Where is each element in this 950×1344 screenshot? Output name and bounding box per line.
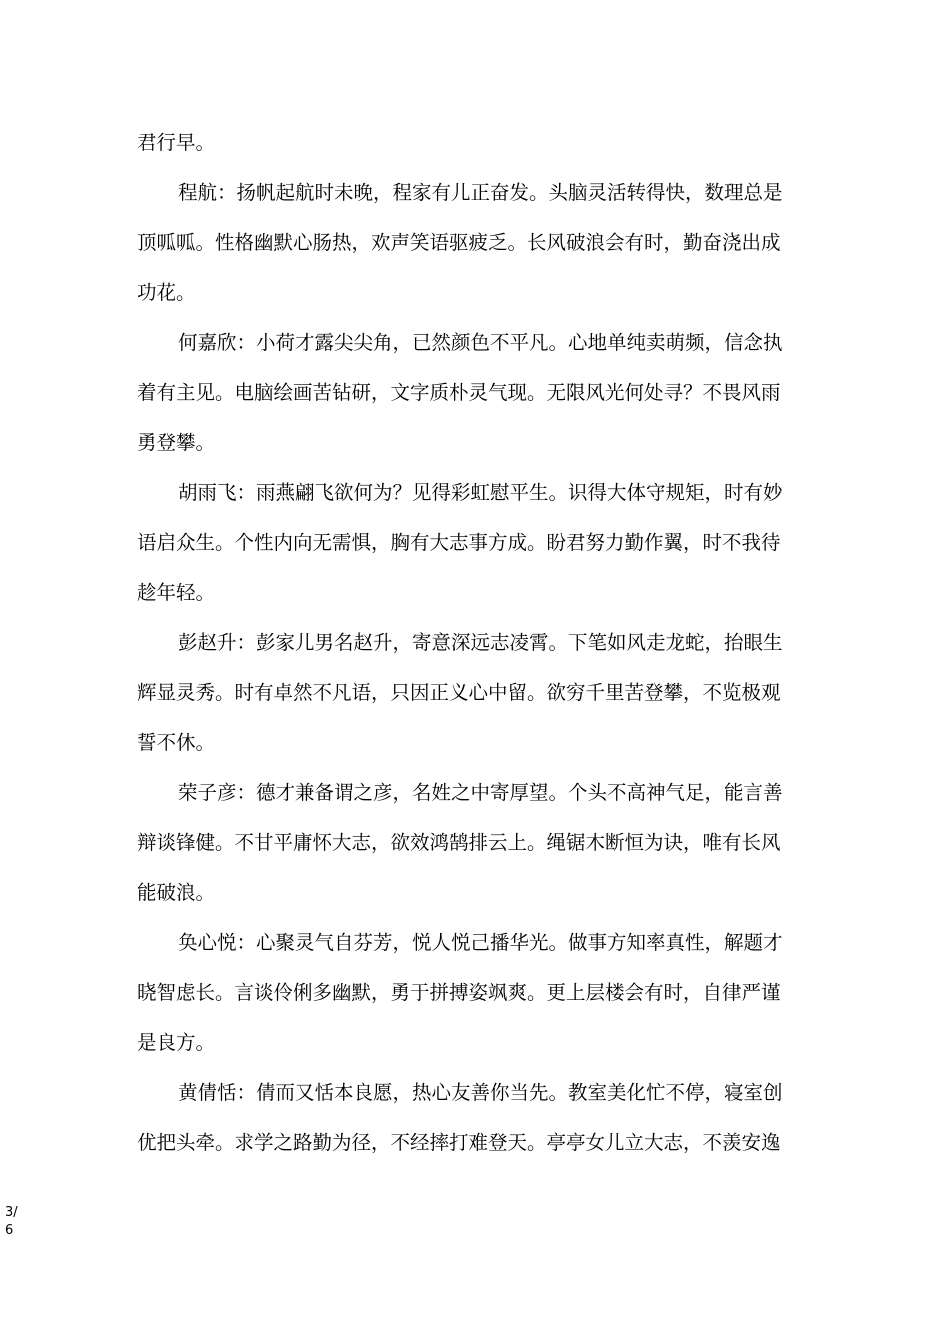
- page-number-total: 6: [5, 1223, 14, 1238]
- page-number-current: 3/: [5, 1205, 18, 1220]
- document-body: [137, 118, 813, 1168]
- text-line: 优把头牵。求学之路勤为径，不经摔打难登天。亭亭女儿立大志，不羡安逸: [137, 1131, 781, 1154]
- text-line: 辉显灵秀。时有卓然不凡语，只因正义心中留。欲穷千里苦登攀，不览极观: [137, 681, 781, 704]
- paragraph-first-line: 荣子彦：德才兼备谓之彦，名姓之中寄厚望。个头不高神气足，能言善: [178, 781, 783, 804]
- paragraph-first-line: 彭赵升：彭家儿男名赵升，寄意深远志凌霄。下笔如风走龙蛇，抬眼生: [178, 631, 783, 654]
- paragraph-first-line: 奂心悦：心聚灵气自芬芳，悦人悦己播华光。做事方知率真性，解题才: [178, 931, 783, 954]
- text-line: 是良方。: [137, 1031, 216, 1054]
- paragraph-first-line: 胡雨飞：雨燕翩飞欲何为？见得彩虹慰平生。识得大体守规矩，时有妙: [178, 481, 783, 504]
- text-line: 着有主见。电脑绘画苦钻研，文字质朴灵气现。无限风光何处寻？不畏风雨: [137, 381, 781, 404]
- text-line: 趁年轻。: [137, 581, 216, 604]
- paragraph-first-line: 黄倩恬：倩而又恬本良愿，热心友善你当先。教室美化忙不停，寝室创: [178, 1081, 783, 1104]
- text-line: 誓不休。: [137, 731, 216, 754]
- text-line: 能破浪。: [137, 881, 216, 904]
- text-line: 晓智虑长。言谈伶俐多幽默，勇于拼搏姿飒爽。更上层楼会有时，自律严谨: [137, 981, 781, 1004]
- text-line: 功花。: [137, 281, 196, 304]
- text-line: 勇登攀。: [137, 431, 216, 454]
- paragraph-first-line: 何嘉欣：小荷才露尖尖角，已然颜色不平凡。心地单纯卖萌频，信念执: [178, 331, 783, 354]
- text-line: 君行早。: [137, 131, 216, 154]
- text-line: 辩谈锋健。不甘平庸怀大志，欲效鸿鹄排云上。绳锯木断恒为诀，唯有长风: [137, 831, 781, 854]
- paragraph-first-line: 程航：扬帆起航时未晚，程家有儿正奋发。头脑灵活转得快，数理总是: [178, 181, 783, 204]
- text-line: 语启众生。个性内向无需惧，胸有大志事方成。盼君努力勤作翼，时不我待: [137, 531, 781, 554]
- text-line: 顶呱呱。性格幽默心肠热，欢声笑语驱疲乏。长风破浪会有时，勤奋浇出成: [137, 231, 781, 254]
- page-number: [5, 1204, 18, 1240]
